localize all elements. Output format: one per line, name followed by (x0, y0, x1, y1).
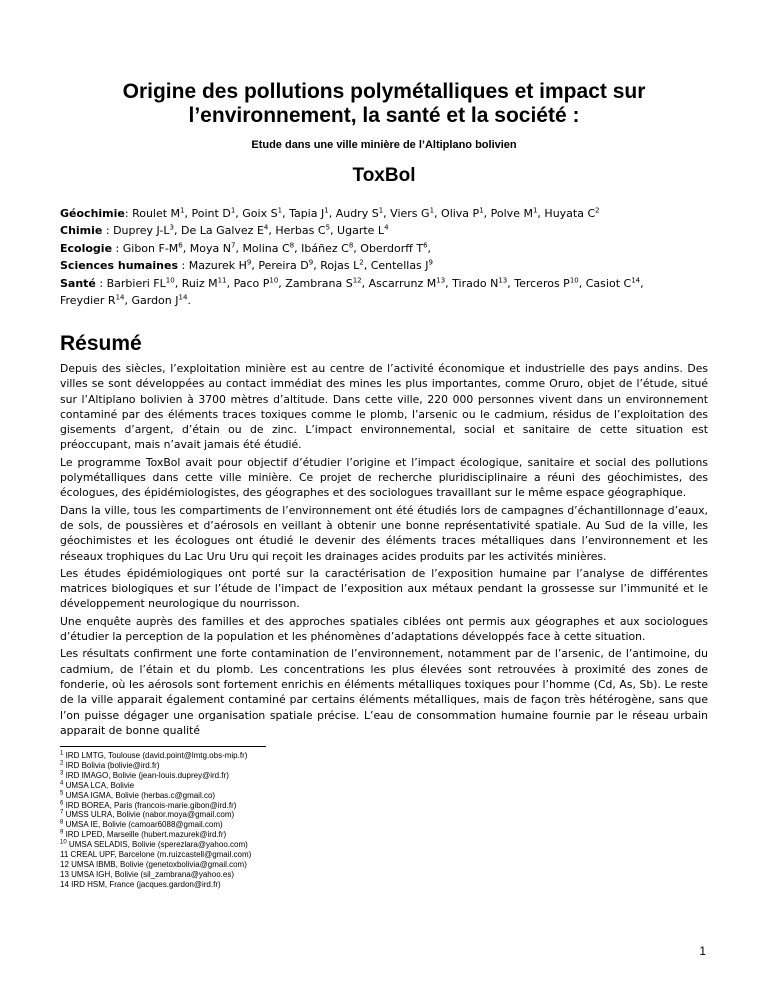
affiliation-marker: 10 (569, 275, 579, 284)
author-name: Oliva P (441, 207, 480, 220)
affiliation-marker: 11 (217, 275, 227, 284)
affiliation-marker: 7 (230, 241, 236, 250)
affiliation-marker: 8 (289, 241, 295, 250)
abstract-body (60, 361, 708, 740)
authors-chimie: Chimie : Duprey $J-L^3$, De La Galvez $E^4$, Herbas $C^5$, Ugarte $L^4$ (60, 223, 389, 238)
footnote-text: IRD IMAGO, Bolivie (jean-louis.duprey@ird.fr) (65, 770, 229, 780)
program-name: ToxBol (352, 165, 416, 186)
affiliation-marker: 14 (115, 293, 125, 302)
authors-ecologie: Ecologie : Gibon $F-M^6$, Moya $N^7$, Molina $C^8$, Ibáñez $C^8$, Oberdorff $T^6$, (60, 241, 432, 255)
footnote-number: 6 (60, 799, 64, 806)
footnote-text: UMSS ULRA, Bolivie (nabor.moya@gmail.com) (65, 810, 235, 820)
authors-geochimie: Géochimie: Roulet $M^1$, Point $D^1$, Goix $S^1$, Tapia $J^1$, Audry $S^1$, Viers $G^1$, Oliva $P^1$, Polve $M^1$, Huyata $C^2$ (60, 206, 600, 220)
footnote-number: 7 (60, 809, 64, 816)
author-name: Ibáñez C (301, 241, 349, 255)
abstract-paragraph: Les résultats confirment une forte contamination de l’environnement, notamment par de l’arsenic, de l’antimoine, du cadmium, de l’étain et du plomb. Les concentrations les plus élevées sont retrouvées à proximité des zones de fonderie, où les aérosols sont fortement enrichis en éléments métalliques toxiques pour l’homme (Cd, As, Sb). Le reste de la ville apparait également contaminé par certains éléments métalliques, mais de façon très hétérogène, sans que l’on puisse dégager une organisation spatiale précise. L’eau de consommation humaine fournie par le réseau urbain apparait de bonne qualité (60, 647, 708, 737)
discipline-label: Chimie (60, 224, 103, 238)
author-name: Paco P (233, 276, 270, 290)
affiliation-marker: 9 (308, 258, 314, 267)
discipline-label: Ecologie (60, 241, 113, 255)
author-name: Duprey J-L (113, 224, 170, 238)
title-line-2: l’environnement, la santé et la société : (188, 104, 580, 127)
author-name: Gibon F-M (122, 241, 179, 255)
footnote (60, 820, 560, 830)
footnote-text: CREAL UPF, Barcelone (m.ruizcastell@gmail.com) (70, 850, 252, 860)
author-entries: Barbieri FL$^{10}$, Ruiz $M^{11}$, Paco $P^{10}$, Zambrana $S^{12}$, Ascarrunz $M^{13}$, Tirado $N^{13}$, Terceros $P^{10}$, Casiot $C^{14}$ (106, 275, 641, 290)
affiliation-marker: 1 (378, 206, 384, 215)
author-name: Gardon J (131, 294, 179, 308)
affiliation-marker: 8 (348, 241, 354, 250)
affiliation-marker: 14 (631, 275, 641, 284)
author-entries: Duprey $J-L^3$, De La Galvez $E^4$, Herbas $C^5$, Ugarte $L^4$ (113, 223, 389, 238)
discipline-label: Géochimie (60, 207, 125, 220)
affiliation-marker: 2 (595, 206, 600, 215)
authors-sante-continued: Freydier $R^{14}$, Gardon $J^{14}$. (60, 293, 191, 308)
author-name: Centellas J (370, 259, 429, 273)
discipline-label: Sciences humaines (60, 259, 179, 273)
footnote-number: 13 (60, 869, 69, 879)
title-line-1: Origine des pollutions polymétalliques et impact sur (122, 80, 646, 103)
footnote (60, 791, 560, 801)
abstract-paragraph: Une enquête auprès des familles et des approches spatiales ciblées ont permis aux géographes et aux sociologues d’étudier la perception de la population et les phénomènes d’adaptations développés face à cette situation. (60, 614, 708, 644)
author-name: Tirado N (452, 276, 499, 290)
footnote (60, 761, 560, 771)
footnote (60, 771, 560, 781)
footnote-text: UMSA IGMA, Bolivie (herbas.c@gmail.co) (65, 790, 216, 800)
affiliation-marker: 5 (325, 223, 331, 232)
author-name: Rojas L (320, 259, 360, 273)
footnote-number: 10 (60, 839, 67, 846)
author-name: Roulet M (132, 207, 181, 220)
author-list (60, 205, 710, 309)
author-entries: Gibon $F-M^6$, Moya $N^7$, Molina $C^8$, Ibáñez $C^8$, Oberdorff $T^6$ (122, 241, 428, 255)
affiliation-marker: 12 (352, 275, 362, 284)
author-name: Tapia J (289, 207, 325, 220)
author-name: Molina C (242, 241, 290, 255)
author-name: Casiot C (585, 276, 632, 290)
affiliation-marker: 13 (436, 275, 446, 284)
author-entries: Mazurek $H^9$, Pereira $D^9$, Rojas $L^2$, Centellas $J^9$ (188, 258, 433, 273)
footnote-text: IRD LPED, Marseille (hubert.mazurek@ird.fr) (65, 830, 227, 840)
affiliation-marker: 1 (230, 206, 236, 215)
footnote-number: 5 (60, 789, 64, 796)
author-name: Oberdorff T (360, 241, 424, 255)
author-name: Mazurek H (188, 259, 247, 273)
author-name: Moya N (189, 241, 231, 255)
affiliation-marker: 2 (359, 258, 364, 267)
footnote-number: 8 (60, 819, 64, 826)
discipline-label: Santé (60, 276, 96, 290)
affiliation-marker: 1 (324, 206, 329, 215)
affiliation-marker: 10 (165, 275, 175, 284)
footnote-text: IRD LMTG, Toulouse (david.point@lmtg.obs-mip.fr) (65, 751, 248, 760)
footnote-text: UMSA IBMB, Bolivie (genetoxbolivia@gmail.com) (71, 859, 247, 869)
author-name: Polve M (490, 207, 533, 220)
authors-sante: Santé : Barbieri FL$^{10}$, Ruiz $M^{11}$, Paco $P^{10}$, Zambrana $S^{12}$, Ascarrunz $M^{13}$, Tirado $N^{13}$, Terceros $P^{10}$, Casiot $C^{14}$, (60, 275, 644, 290)
author-name: Pereira D (258, 259, 309, 273)
author-name: Point D (191, 207, 231, 220)
affiliation-marker: 9 (246, 258, 252, 267)
author-name: Ascarrunz M (368, 276, 437, 290)
author-name: Barbieri FL (106, 276, 166, 290)
affiliation-marker: 1 (479, 206, 484, 215)
footnote (60, 781, 560, 791)
footnote-number: 14 (60, 879, 69, 889)
footnote (60, 880, 560, 890)
affiliation-marker: 6 (423, 241, 428, 250)
affiliation-marker: 1 (180, 206, 185, 215)
affiliation-marker: 9 (428, 258, 433, 267)
footnotes (60, 751, 560, 890)
footnote-text: UMSA SELADIS, Bolivie (sperezlara@yahoo.com) (68, 840, 248, 850)
abstract-paragraph: Depuis des siècles, l’exploitation minière est au centre de l’activité économique et industrielle des pays andins. Des villes se sont développées au contact immédiat des mines les plus importantes, comme Oruro, objet de l’étude, situé sur l’Altiplano bolivien à 3700 mètres d’altitude. Dans cette ville, 220 000 personnes vivent dans un environnement contaminé par des éléments traces toxiques comme le plomb, l’arsenic ou le cadmium, résidus de l’exploitation des gisements d’argent, d’étain ou de zinc. L’impact environnemental, social et sanitaire de cette situation est préoccupant, mais n’avait jamais été étudié. (60, 362, 708, 452)
footnote-number: 11 (60, 850, 69, 860)
authors-sciences-humaines: Sciences humaines : Mazurek $H^9$, Pereira $D^9$, Rojas $L^2$, Centellas $J^9$ (60, 258, 433, 273)
footnote (60, 870, 560, 880)
author-name: Freydier R (60, 294, 116, 308)
affiliation-marker: 14 (178, 293, 188, 302)
author-name: Ruiz M (181, 276, 218, 290)
author-entries: Freydier $R^{14}$, Gardon $J^{14}$ (60, 293, 188, 308)
footnote (60, 850, 560, 860)
footnote-number: 4 (60, 780, 64, 787)
document-subtitle: Etude dans une ville minière de l’Altiplano bolivien (251, 139, 517, 151)
author-name: Goix S (242, 207, 278, 220)
affiliation-marker: 4 (384, 223, 389, 232)
affiliation-marker: 1 (277, 206, 283, 215)
abstract-paragraph: Le programme ToxBol avait pour objectif d’étudier l’origine et l’impact écologique, sanitaire et social des pollutions polymétalliques dans cette ville minière. Ce projet de recherche pluridisciplinaire a réuni des géochimistes, des écologues, des épidémiologistes, des géographes et des sociologues travaillant sur le même espace géographique. (60, 455, 708, 500)
page-number: 1 (699, 944, 706, 958)
footnote-separator (60, 746, 266, 747)
author-name: De La Galvez E (180, 224, 264, 238)
footnote (60, 830, 560, 840)
abstract-paragraph: Les études épidémiologiques ont porté sur la caractérisation de l’exposition humaine par l’analyse de différentes matrices biologiques et sur l’étude de l’impact de l’exposition aux métaux pendant la grossesse sur l’immunité et le développement neurologique du nourrisson. (60, 566, 708, 611)
abstract-paragraph: Dans la ville, tous les compartiments de l’environnement ont été étudiés lors de campagnes d’échantillonnage d’eaux, de sols, de poussières et d’aérosols en veillant à obtenir une bonne représentativité spatiale. Au Sud de la ville, les géochimistes et les écologues ont étudié le devenir des éléments traces métalliques dans l’environnement et les réseaux trophiques du Lac Uru Uru qui reçoit les drainages acides produits par les activités minières. (60, 503, 708, 563)
footnote-number: 9 (60, 829, 64, 836)
footnote-number: 3 (60, 770, 64, 777)
author-name: Huyata C (544, 207, 596, 220)
document-title (60, 80, 708, 128)
footnote (60, 751, 560, 761)
footnote (60, 810, 560, 820)
footnote (60, 801, 560, 811)
author-name: Audry S (335, 207, 379, 220)
footnote-text: UMSA IGH, Bolivie (sil_zambrana@yahoo.es) (71, 869, 234, 879)
affiliation-marker: 4 (263, 223, 269, 232)
author-name: Zambrana S (285, 276, 353, 290)
author-entries: Roulet $M^1$, Point $D^1$, Goix $S^1$, Tapia $J^1$, Audry $S^1$, Viers $G^1$, Oliva $P^1$, Polve $M^1$, Huyata $C^2$ (132, 206, 600, 220)
footnote (60, 840, 560, 850)
footnote-text: IRD BOREA, Paris (francois-marie.gibon@ird.fr) (65, 800, 237, 810)
footnote-text: UMSA IE, Bolivie (camoar6088@gmail.com) (65, 820, 223, 830)
affiliation-marker: 6 (178, 241, 183, 250)
affiliation-marker: 10 (269, 275, 279, 284)
footnote-text: UMSA LCA, Bolivie (65, 780, 135, 790)
footnote-number: 12 (60, 859, 69, 869)
footnote-number: 1 (60, 750, 64, 757)
author-name: Terceros P (514, 276, 570, 290)
affiliation-marker: 3 (169, 223, 174, 232)
resume-heading: Résumé (60, 332, 142, 355)
author-name: Ugarte L (337, 224, 385, 238)
affiliation-marker: 1 (429, 206, 435, 215)
footnote-text: IRD HSM, France (jacques.gardon@ird.fr) (71, 879, 221, 889)
affiliation-marker: 1 (532, 206, 538, 215)
author-name: Viers G (390, 207, 430, 220)
footnote (60, 860, 560, 870)
footnote-text: IRD Bolivia (bolivie@ird.fr) (65, 760, 160, 770)
affiliation-marker: 13 (498, 275, 508, 284)
author-name: Herbas C (275, 224, 326, 238)
footnote-number: 2 (60, 760, 64, 767)
